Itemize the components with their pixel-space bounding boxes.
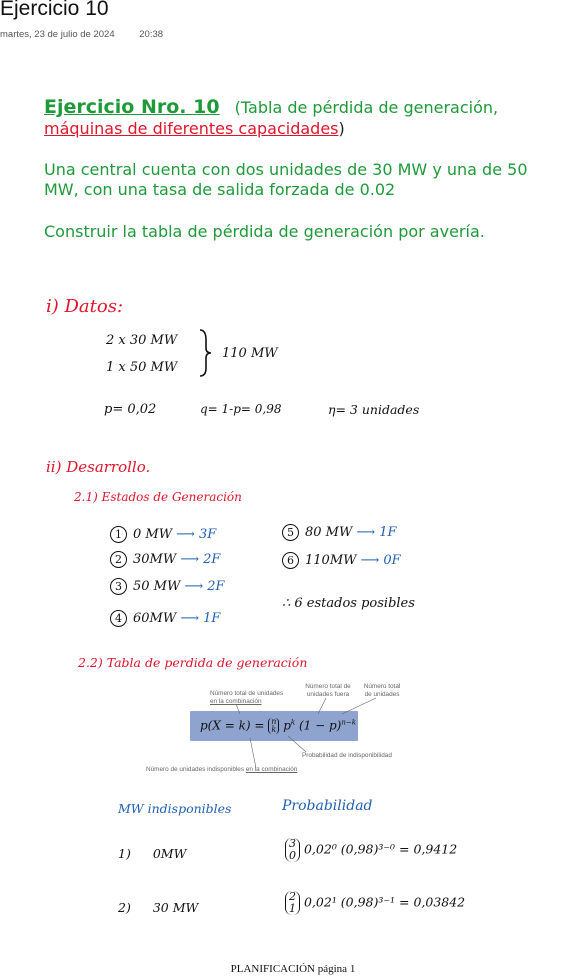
statement-paragraph-1 xyxy=(44,160,528,200)
state-mw: 30MW xyxy=(133,552,177,567)
table-row-prob xyxy=(285,891,465,915)
formula-expression: p(X = k) = n k $p^k$ $(1 - p)^{n-k}$ xyxy=(200,717,356,734)
table-row xyxy=(118,900,198,915)
state-mw: 110MW xyxy=(305,553,357,568)
arrow-icon: ⟶ xyxy=(356,553,384,568)
statement-subtitle-line2 xyxy=(44,119,345,138)
state-row-1 xyxy=(110,526,216,543)
arrow-icon: ⟶ xyxy=(176,611,204,626)
datos-line-2: 1 x 50 MW xyxy=(106,360,178,375)
arrow-icon: ⟶ xyxy=(352,525,380,540)
page-title: Ejercicio 10 xyxy=(0,0,109,20)
state-row-5 xyxy=(282,524,397,541)
exercise-subtitle-open: (Tabla de pérdida de generación, xyxy=(234,98,499,117)
state-number: 6 xyxy=(282,552,299,569)
date-text: martes, 23 de julio de 2024 xyxy=(0,29,115,40)
state-mw: 60MW xyxy=(133,611,177,626)
exercise-subtitle-close: ) xyxy=(338,119,345,138)
desarrollo-heading: ii) Desarrollo. xyxy=(46,458,151,476)
row-index: 1) xyxy=(118,846,131,861)
annotation-total-units: Número total de unidades xyxy=(363,683,401,698)
datos-n: η= 3 unidades xyxy=(328,402,420,417)
paragraph-1-line-2: MW, con una tasa de salida forzada de 0.02 xyxy=(44,180,396,199)
state-code: 2F xyxy=(207,579,225,594)
row-result: = 0,03842 xyxy=(399,894,466,910)
state-row-2 xyxy=(110,551,220,568)
arrow-icon: ⟶ xyxy=(176,552,204,567)
state-mw: 0 MW xyxy=(133,527,173,542)
binomial: n k xyxy=(268,718,279,734)
state-number: 5 xyxy=(282,524,299,541)
state-row-3 xyxy=(110,578,225,595)
row-expression: 0,02¹ (0,98)³⁻¹ xyxy=(303,894,396,910)
table-row-prob xyxy=(285,838,457,862)
row-result: = 0,9412 xyxy=(399,841,458,857)
state-mw: 80 MW xyxy=(305,525,353,540)
statement-heading-line xyxy=(44,96,574,118)
state-number: 4 xyxy=(110,610,127,627)
datos-total: 110 MW xyxy=(222,346,278,361)
formula-figure xyxy=(146,680,414,776)
state-mw: 50 MW xyxy=(133,579,181,594)
row-index: 2) xyxy=(118,900,131,915)
exercise-heading: Ejercicio Nro. 10 xyxy=(44,96,220,118)
state-number: 1 xyxy=(110,526,127,543)
estados-subheading: 2.1) Estados de Generación xyxy=(74,490,242,504)
arrow-icon: ⟶ xyxy=(172,527,199,542)
state-row-6 xyxy=(282,552,401,569)
annotation-total-combination: Número total de unidades en la combinación xyxy=(210,690,284,705)
arrow-icon: ⟶ xyxy=(180,579,208,594)
state-code: 2F xyxy=(203,552,221,567)
binomial: 3 0 xyxy=(285,838,300,862)
row-expression: 0,02⁰ (0,98)³⁻⁰ xyxy=(303,841,396,857)
annotation-leader-lines xyxy=(146,680,414,776)
row-mw: 0MW xyxy=(152,846,187,861)
datos-line-1: 2 x 30 MW xyxy=(106,333,178,348)
state-code: 0F xyxy=(383,553,401,568)
page-footer: PLANIFICACIÓN página 1 xyxy=(230,963,356,975)
state-row-4 xyxy=(110,610,220,627)
state-code: 3F xyxy=(198,527,217,542)
state-code: 1F xyxy=(379,525,397,540)
table-header-mw: MW indisponibles xyxy=(118,801,232,816)
state-number: 2 xyxy=(110,551,127,568)
annotation-unavailable: Número de unidades indisponibles en la combinación xyxy=(146,766,298,773)
brace-icon xyxy=(198,328,214,378)
state-number: 3 xyxy=(110,578,127,595)
row-mw: 30 MW xyxy=(152,900,199,915)
time-text: 20:38 xyxy=(139,29,164,40)
statement-paragraph-2: Construir la tabla de pérdida de generación por avería. xyxy=(44,222,485,241)
annotation-probability: Probabilidad de indisponibilidad xyxy=(302,752,392,759)
binomial: 2 1 xyxy=(285,891,300,915)
annotation-units-out: Número total de unidades fuera xyxy=(305,683,351,698)
state-code: 1F xyxy=(203,611,221,626)
table-row xyxy=(118,846,186,861)
tabla-subheading: 2.2) Tabla de perdida de generación xyxy=(78,655,308,670)
page-date xyxy=(0,29,163,40)
datos-q: q= 1-p= 0,98 xyxy=(200,402,282,416)
exercise-subtitle-red: máquinas de diferentes capacidades xyxy=(44,119,339,138)
paragraph-1-line-1: Una central cuenta con dos unidades de 30 MW y una de 50 xyxy=(44,160,528,179)
datos-p: p= 0,02 xyxy=(104,402,157,417)
datos-heading: i) Datos: xyxy=(46,296,124,317)
table-header-prob: Probabilidad xyxy=(282,798,373,814)
states-conclusion: ∴ 6 estados posibles xyxy=(282,596,415,611)
